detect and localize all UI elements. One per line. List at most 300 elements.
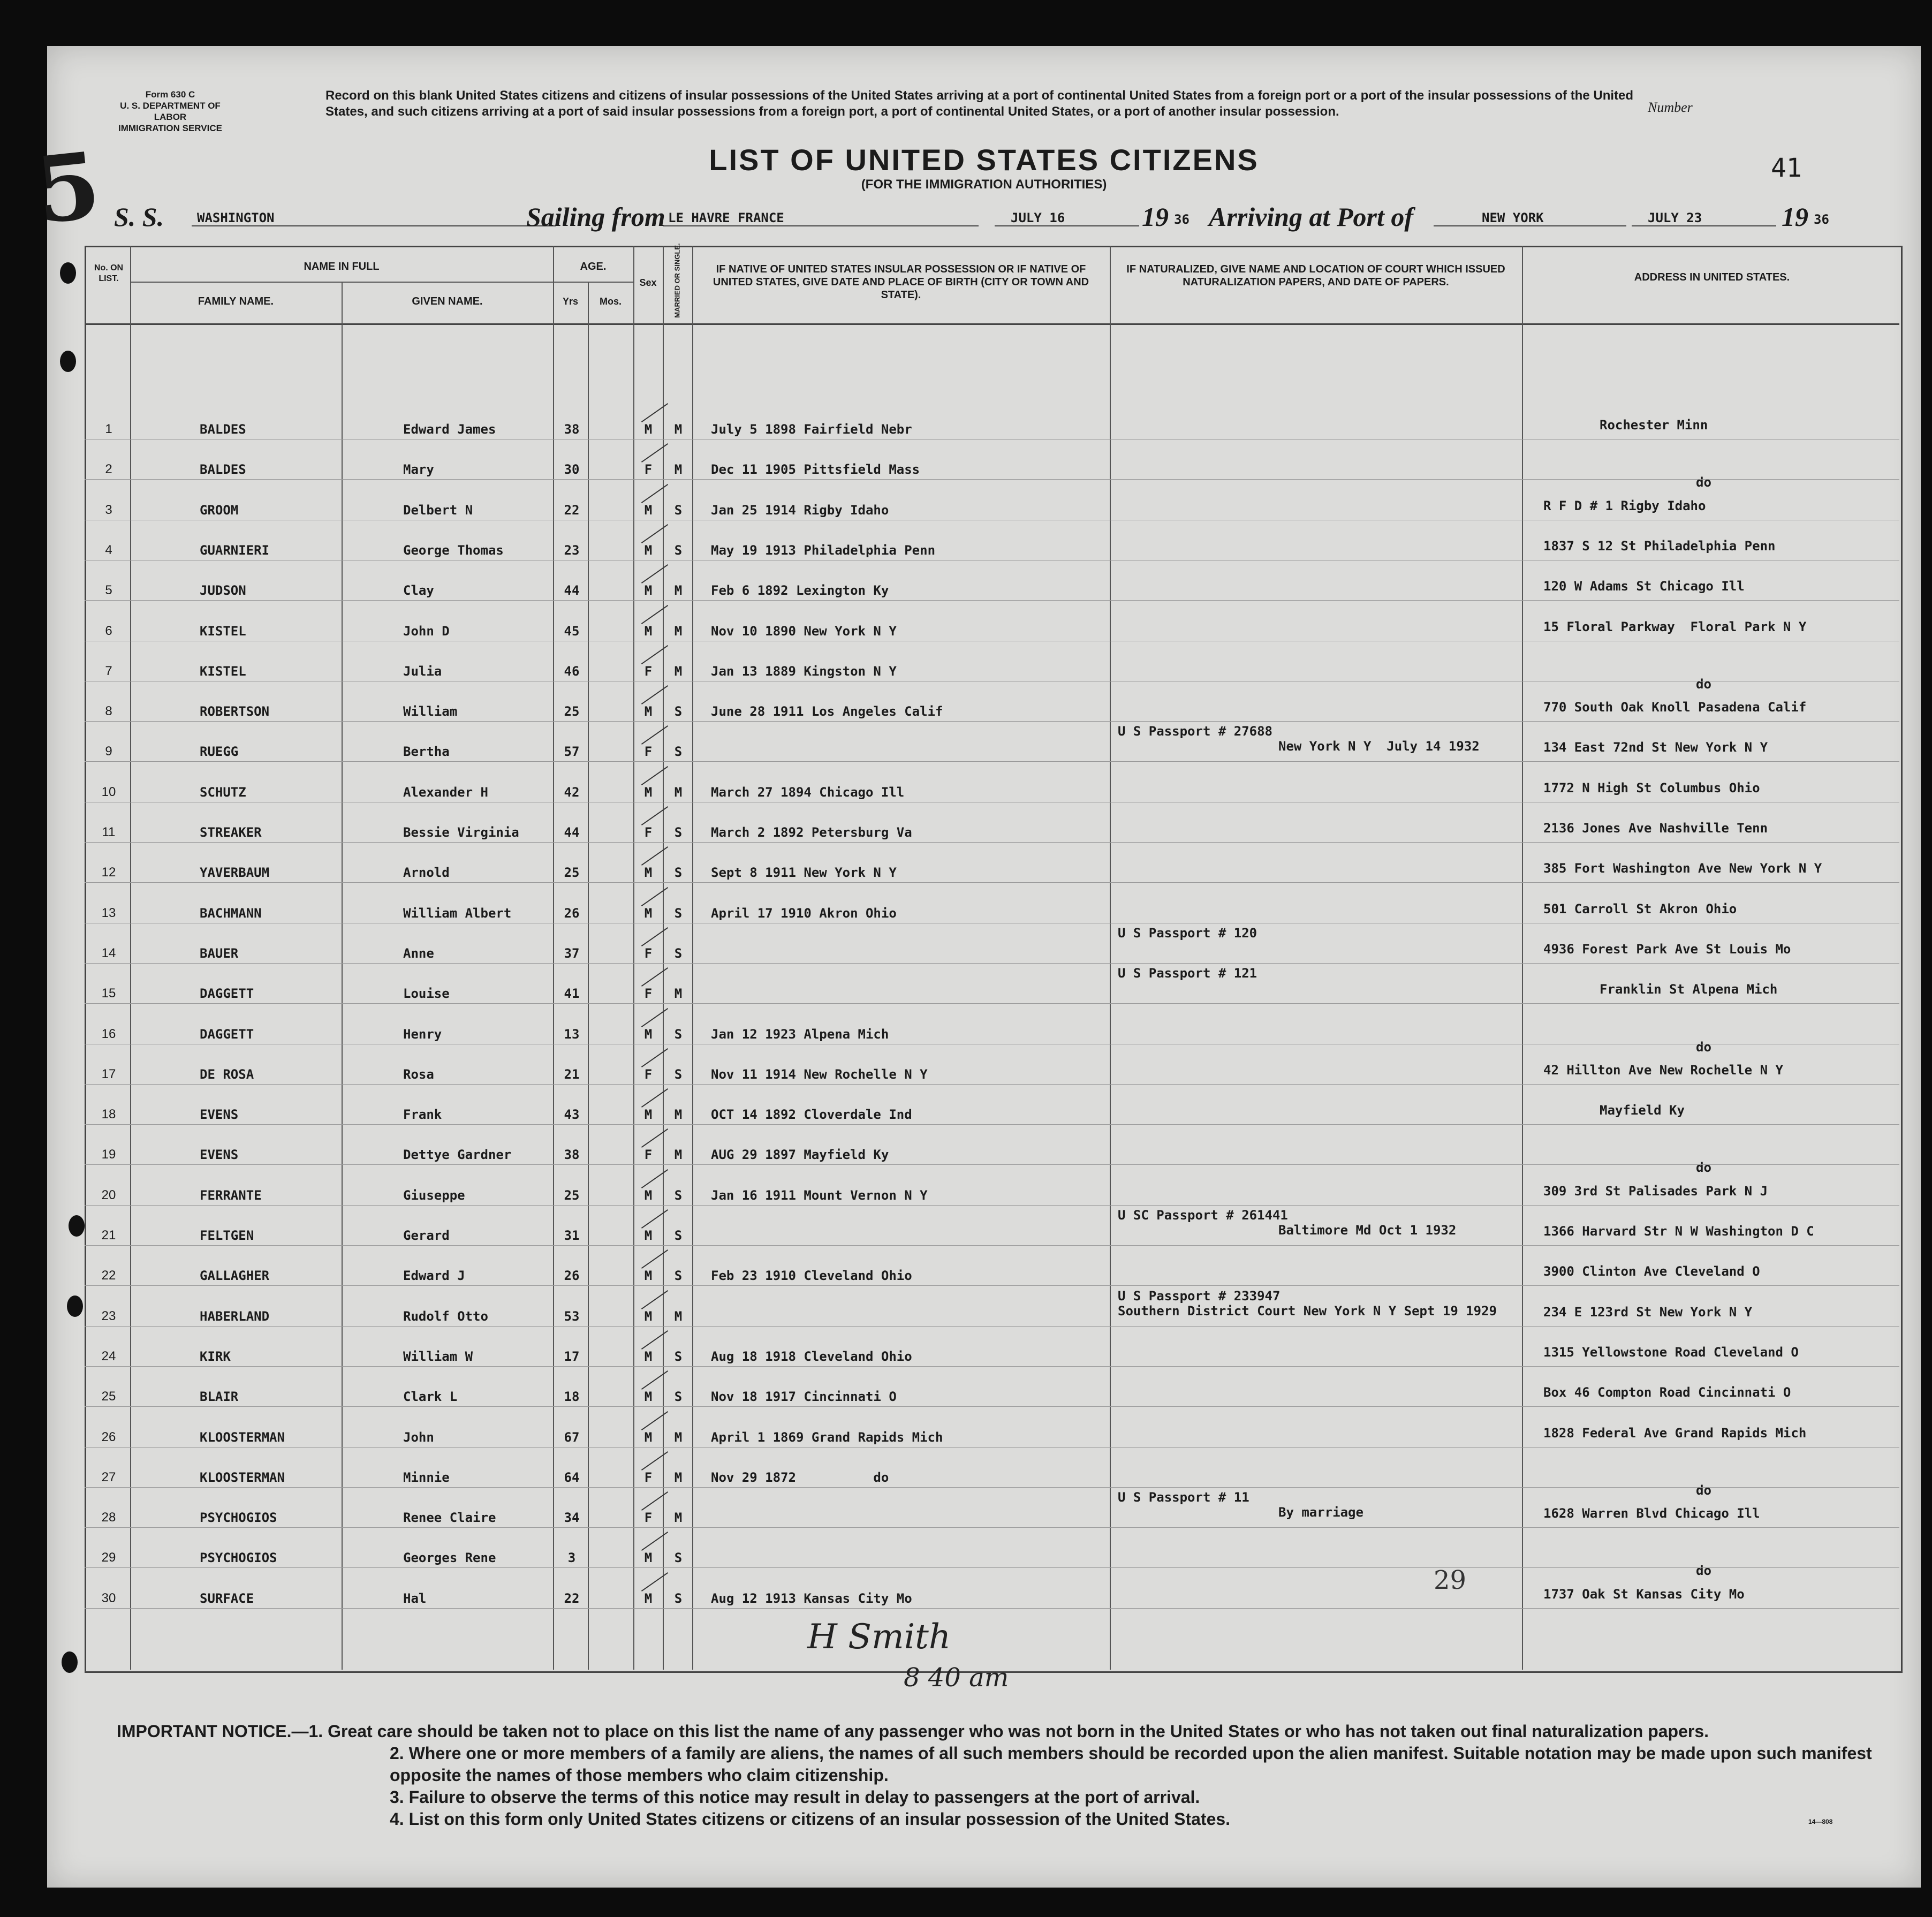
- cell-ms: M: [674, 623, 683, 639]
- cell-ms: M: [674, 1107, 683, 1123]
- cell-no: 14: [101, 945, 116, 960]
- cell-address: 4936 Forest Park Ave St Louis Mo: [1543, 941, 1791, 957]
- cell-ms: M: [674, 1308, 683, 1324]
- row-rule: [85, 1366, 1899, 1367]
- punch-hole: [69, 1215, 85, 1237]
- table-row: [47, 1145, 1921, 1176]
- cell-family: GUARNIERI: [200, 542, 270, 558]
- cell-birth: Nov 10 1890 New York N Y: [711, 623, 897, 639]
- cell-yrs: 13: [564, 1026, 580, 1042]
- cell-ms: M: [674, 462, 683, 478]
- important-notice: [117, 1721, 1883, 1830]
- cell-address: 3900 Clinton Ave Cleveland O: [1543, 1264, 1760, 1279]
- cell-family: SCHUTZ: [200, 784, 246, 800]
- cell-sex: F: [644, 1147, 653, 1163]
- cell-ms: M: [674, 784, 683, 800]
- punch-hole: [60, 351, 76, 372]
- cell-birth: Jan 13 1889 Kingston N Y: [711, 663, 897, 679]
- cell-yrs: 22: [564, 1590, 580, 1606]
- age-subheader-rule: [553, 282, 633, 283]
- cell-address: 234 E 123rd St New York N Y: [1543, 1304, 1753, 1320]
- cell-no: 2: [105, 462, 112, 477]
- cell-family: GALLAGHER: [200, 1268, 270, 1284]
- col-divider-yrs: [588, 282, 589, 1670]
- cell-given: Gerard: [403, 1228, 450, 1243]
- cell-no: 3: [105, 502, 112, 517]
- cell-ms: M: [674, 986, 683, 1002]
- cell-ms: M: [674, 1147, 683, 1163]
- col-header-birth: IF NATIVE OF UNITED STATES INSULAR POSSESSION OR IF NATIVE OF UNITED STATES, GIVE DATE AND PLACE OF BIRTH (CITY OR TOWN AND STATE).: [713, 263, 1089, 301]
- cell-given: William W: [403, 1348, 473, 1364]
- table-row: [47, 925, 1921, 963]
- col-header-family: FAMILY NAME.: [198, 295, 274, 307]
- cell-yrs: 30: [564, 462, 580, 478]
- cell-family: PSYCHOGIOS: [200, 1550, 277, 1566]
- notice-title: IMPORTANT NOTICE.: [117, 1722, 292, 1741]
- table-row: [47, 1425, 1921, 1447]
- cell-birth: Jan 25 1914 Rigby Idaho: [711, 502, 889, 518]
- cell-naturalization-passport: U SC Passport # 261441: [1118, 1208, 1288, 1223]
- ship-name: WASHINGTON: [197, 210, 275, 225]
- cell-ms: S: [674, 1268, 683, 1284]
- arriving-date-field: [1632, 209, 1776, 226]
- cell-given: Henry: [403, 1026, 442, 1042]
- table-row: [47, 901, 1921, 923]
- cell-naturalization-passport: U S Passport # 11: [1118, 1490, 1249, 1505]
- cell-birth: Feb 6 1892 Lexington Ky: [711, 583, 889, 598]
- cell-sex: M: [644, 1228, 653, 1243]
- cell-family: KISTEL: [200, 663, 246, 679]
- cell-given: Delbert N: [403, 502, 473, 518]
- cell-sex: F: [644, 986, 653, 1002]
- cell-no: 1: [105, 422, 112, 436]
- cell-sex: M: [644, 784, 653, 800]
- cell-sex: M: [644, 1550, 653, 1566]
- cell-birth: AUG 29 1897 Mayfield Ky: [711, 1147, 889, 1163]
- cell-given: John D: [403, 623, 450, 639]
- cell-address: do: [1696, 1482, 1711, 1498]
- cell-given: Minnie: [403, 1469, 450, 1485]
- cell-sex: M: [644, 623, 653, 639]
- cell-no: 5: [105, 583, 112, 598]
- cell-naturalization-passport: U S Passport # 121: [1118, 966, 1257, 981]
- cell-no: 23: [101, 1308, 116, 1323]
- cell-sex: M: [644, 1590, 653, 1606]
- cell-yrs: 38: [564, 1147, 580, 1163]
- cell-given: William Albert: [403, 905, 512, 921]
- col-header-marital: MARRIED OR SINGLE.: [673, 243, 681, 318]
- cell-given: Clay: [403, 583, 434, 598]
- cell-given: Hal: [403, 1590, 427, 1606]
- cell-sex: F: [644, 1066, 653, 1082]
- notice-item-2: 2. Where one or more members of a family are aliens, the names of all such members should be recorded upon the alien manifest. Suitable notation may be made upon such manifest opposite the names of those members who claim citizenship.: [390, 1744, 1872, 1785]
- col-header-mos: Mos.: [599, 296, 622, 307]
- cell-yrs: 25: [564, 865, 580, 881]
- cell-no: 7: [105, 663, 112, 678]
- table-row: [47, 1387, 1921, 1406]
- row-rule: [85, 1245, 1899, 1246]
- row-rule: [85, 1003, 1899, 1004]
- arriving-port: NEW YORK: [1482, 210, 1544, 225]
- page-number: 41: [1771, 153, 1802, 183]
- cell-ms: M: [674, 422, 683, 437]
- table-row: [47, 1062, 1921, 1084]
- table-row: [47, 1344, 1921, 1366]
- cell-family: RUEGG: [200, 744, 239, 760]
- form-instructions: Record on this blank United States citizens and citizens of insular possessions of the United States arriving at a port of continental United States from a foreign port or a port of the insular possessions of the United States, and such citizens arriving at a port of said insular possessions from a foreign port, a port of continental United States, or a port of another insular possession.: [325, 88, 1634, 119]
- cell-naturalization-passport: U S Passport # 233947: [1118, 1288, 1281, 1304]
- cell-address: 1737 Oak St Kansas City Mo: [1543, 1586, 1745, 1602]
- form-code: 14—808: [1808, 1818, 1833, 1825]
- arriving-label: Arriving at Port of: [1209, 202, 1413, 232]
- row-rule: [85, 600, 1899, 601]
- cell-address: R F D # 1 Rigby Idaho: [1543, 498, 1706, 513]
- cell-naturalization-passport: U S Passport # 120: [1118, 925, 1257, 941]
- cell-family: BALDES: [200, 422, 246, 437]
- table-row: [47, 498, 1921, 520]
- cell-address: do: [1696, 1563, 1711, 1579]
- cell-family: EVENS: [200, 1147, 239, 1163]
- cell-sex: F: [644, 462, 653, 478]
- cell-ms: S: [674, 825, 683, 840]
- cell-yrs: 3: [567, 1550, 576, 1566]
- ship-field: [192, 209, 556, 226]
- cell-no: 10: [101, 784, 116, 799]
- department-name: U. S. DEPARTMENT OF LABOR: [120, 101, 221, 122]
- cell-birth: Aug 12 1913 Kansas City Mo: [711, 1590, 912, 1606]
- cell-address: do: [1696, 1039, 1711, 1055]
- cell-yrs: 64: [564, 1469, 580, 1485]
- cell-address: 770 South Oak Knoll Pasadena Calif: [1543, 700, 1807, 715]
- cell-sex: M: [644, 865, 653, 881]
- cell-family: FERRANTE: [200, 1187, 262, 1203]
- sailing-label: Sailing from: [526, 202, 665, 232]
- cell-given: Frank: [403, 1107, 442, 1123]
- cell-yrs: 67: [564, 1429, 580, 1445]
- cell-no: 13: [101, 905, 116, 920]
- cell-family: DAGGETT: [200, 986, 254, 1002]
- arriving-year-label: 19: [1782, 202, 1808, 232]
- cell-no: 24: [101, 1348, 116, 1363]
- cell-ms: M: [674, 1429, 683, 1445]
- cell-ms: S: [674, 865, 683, 881]
- cell-sex: M: [644, 905, 653, 921]
- col-header-yrs: Yrs: [562, 296, 579, 307]
- punch-hole: [67, 1295, 83, 1317]
- cell-birth: July 5 1898 Fairfield Nebr: [711, 422, 912, 437]
- cell-address: 120 W Adams St Chicago Ill: [1543, 579, 1745, 594]
- cell-given: Louise: [403, 986, 450, 1002]
- cell-ms: S: [674, 1026, 683, 1042]
- notice-item-1: —1. Great care should be taken not to place on this list the name of any passenger who was not born in the United States or who has not taken out final naturalization papers.: [291, 1722, 1709, 1741]
- cell-given: Julia: [403, 663, 442, 679]
- cell-birth: March 27 1894 Chicago Ill: [711, 784, 905, 800]
- cell-family: SURFACE: [200, 1590, 254, 1606]
- cell-sex: F: [644, 825, 653, 840]
- cell-given: Alexander H: [403, 784, 488, 800]
- table-row: [47, 1105, 1921, 1124]
- cell-given: Edward J: [403, 1268, 465, 1284]
- col-header-age: AGE.: [580, 261, 607, 272]
- cell-sex: F: [644, 744, 653, 760]
- arriving-date: JULY 23: [1648, 210, 1702, 225]
- row-rule: [85, 842, 1899, 843]
- cell-birth: June 28 1911 Los Angeles Calif: [711, 704, 943, 719]
- cell-naturalization-court: Southern District Court New York N Y Sept 19 1929: [1118, 1303, 1497, 1319]
- handwritten-time: 8 40 am: [904, 1663, 1009, 1693]
- service-name: IMMIGRATION SERVICE: [118, 123, 222, 133]
- table-row: [47, 1025, 1921, 1055]
- cell-family: EVENS: [200, 1107, 239, 1123]
- table-row: [47, 581, 1921, 600]
- cell-given: Bertha: [403, 744, 450, 760]
- cell-given: Clark L: [403, 1389, 458, 1405]
- cell-no: 25: [101, 1389, 116, 1404]
- sailing-port: LE HAVRE FRANCE: [668, 210, 784, 225]
- cell-naturalization-court: New York N Y July 14 1932: [1278, 739, 1480, 754]
- cell-family: BACHMANN: [200, 905, 262, 921]
- cell-ms: S: [674, 704, 683, 719]
- cell-yrs: 18: [564, 1389, 580, 1405]
- number-label: Number: [1648, 100, 1693, 115]
- cell-no: 26: [101, 1429, 116, 1444]
- cell-given: William: [403, 704, 458, 719]
- cell-family: STREAKER: [200, 825, 262, 840]
- cell-address: 1837 S 12 St Philadelphia Penn: [1543, 538, 1776, 554]
- cell-sex: M: [644, 502, 653, 518]
- cell-birth: Nov 18 1917 Cincinnati O: [711, 1389, 897, 1405]
- col-header-sex: Sex: [639, 277, 657, 288]
- col-divider-family: [342, 282, 343, 1670]
- cell-address: Box 46 Compton Road Cincinnati O: [1543, 1385, 1791, 1400]
- cell-yrs: 53: [564, 1308, 580, 1324]
- cell-ms: S: [674, 542, 683, 558]
- row-rule: [85, 1406, 1899, 1407]
- sailing-date: JULY 16: [1011, 210, 1065, 225]
- cell-no: 29: [101, 1550, 116, 1565]
- cell-no: 9: [105, 744, 112, 759]
- cell-sex: M: [644, 1026, 653, 1042]
- page-title: LIST OF UNITED STATES CITIZENS: [709, 143, 1259, 177]
- cell-naturalization-court: By marriage: [1278, 1505, 1363, 1520]
- cell-given: Anne: [403, 945, 434, 961]
- cell-no: 8: [105, 704, 112, 719]
- table-row: [47, 619, 1921, 641]
- cell-yrs: 42: [564, 784, 580, 800]
- cell-family: BAUER: [200, 945, 239, 961]
- cell-family: DAGGETT: [200, 1026, 254, 1042]
- cell-ms: S: [674, 1187, 683, 1203]
- cell-family: ROBERTSON: [200, 704, 270, 719]
- col-header-given: GIVEN NAME.: [412, 295, 483, 307]
- cell-ms: S: [674, 502, 683, 518]
- cell-birth: OCT 14 1892 Cloverdale Ind: [711, 1107, 912, 1123]
- row-rule: [85, 1447, 1899, 1448]
- officer-signature: H Smith: [807, 1617, 951, 1657]
- arriving-port-field: [1434, 209, 1626, 226]
- cell-no: 6: [105, 623, 112, 638]
- cell-yrs: 25: [564, 1187, 580, 1203]
- cell-ms: S: [674, 905, 683, 921]
- cell-yrs: 34: [564, 1510, 580, 1526]
- cell-naturalization-court: Baltimore Md Oct 1 1932: [1278, 1223, 1457, 1238]
- cell-birth: Nov 29 1872 do: [711, 1469, 889, 1485]
- cell-yrs: 25: [564, 704, 580, 719]
- cell-given: Edward James: [403, 422, 496, 437]
- cell-naturalization-passport: U S Passport # 27688: [1118, 724, 1272, 739]
- cell-yrs: 43: [564, 1107, 580, 1123]
- punch-hole: [60, 262, 76, 284]
- cell-yrs: 23: [564, 542, 580, 558]
- header-bottom-rule: [85, 323, 1899, 325]
- cell-sex: M: [644, 583, 653, 598]
- cell-yrs: 41: [564, 986, 580, 1002]
- row-rule: [85, 1567, 1899, 1568]
- cell-address: 1828 Federal Ave Grand Rapids Mich: [1543, 1425, 1807, 1441]
- cell-birth: April 1 1869 Grand Rapids Mich: [711, 1429, 943, 1445]
- table-row: [47, 863, 1921, 882]
- cell-sex: F: [644, 1469, 653, 1485]
- cell-address: 1628 Warren Blvd Chicago Ill: [1543, 1506, 1760, 1521]
- row-rule: [85, 882, 1899, 883]
- table-row: [47, 1208, 1921, 1245]
- cell-sex: F: [644, 945, 653, 961]
- page-subtitle: (FOR THE IMMIGRATION AUTHORITIES): [861, 177, 1107, 192]
- cell-birth: Aug 18 1918 Cleveland Ohio: [711, 1348, 912, 1364]
- cell-sex: M: [644, 1429, 653, 1445]
- notice-item-4: 4. List on this form only United States citizens or citizens of an insular possession of the United States.: [390, 1809, 1231, 1829]
- cell-yrs: 17: [564, 1348, 580, 1364]
- row-rule: [85, 761, 1899, 762]
- sailing-from-field: [663, 209, 979, 226]
- cell-given: Mary: [403, 462, 434, 478]
- cell-address: do: [1696, 676, 1711, 692]
- row-rule: [85, 1124, 1899, 1125]
- cell-ms: S: [674, 1066, 683, 1082]
- cell-birth: April 17 1910 Akron Ohio: [711, 905, 897, 921]
- cell-ms: S: [674, 1228, 683, 1243]
- table-row: [47, 1183, 1921, 1205]
- cell-family: GROOM: [200, 502, 239, 518]
- form-id-block: [111, 89, 229, 134]
- cell-no: 4: [105, 542, 112, 557]
- cell-no: 11: [102, 825, 116, 839]
- cell-birth: Jan 12 1923 Alpena Mich: [711, 1026, 889, 1042]
- cell-no: 21: [101, 1228, 116, 1242]
- cell-family: KISTEL: [200, 623, 246, 639]
- cell-address: 385 Fort Washington Ave New York N Y: [1543, 861, 1822, 876]
- table-row: [47, 966, 1921, 1003]
- sailing-year: 36: [1174, 212, 1189, 227]
- cell-given: Giuseppe: [403, 1187, 465, 1203]
- table-row: [47, 702, 1921, 721]
- cell-sex: M: [644, 1348, 653, 1364]
- cell-birth: March 2 1892 Petersburg Va: [711, 825, 912, 840]
- cell-yrs: 44: [564, 583, 580, 598]
- punch-hole: [62, 1651, 78, 1673]
- table-row: [47, 662, 1921, 692]
- row-rule: [85, 1608, 1899, 1609]
- cell-ms: M: [674, 1510, 683, 1526]
- cell-ms: M: [674, 583, 683, 598]
- cell-address: Rochester Minn: [1600, 418, 1708, 433]
- cell-birth: Nov 11 1914 New Rochelle N Y: [711, 1066, 928, 1082]
- cell-sex: M: [644, 1268, 653, 1284]
- cell-family: KIRK: [200, 1348, 231, 1364]
- cell-ms: M: [674, 1469, 683, 1485]
- cell-sex: M: [644, 1389, 653, 1405]
- row-rule: [85, 439, 1899, 440]
- cell-sex: M: [644, 1107, 653, 1123]
- cell-address: 309 3rd St Palisades Park N J: [1543, 1183, 1768, 1199]
- cell-family: YAVERBAUM: [200, 865, 270, 881]
- row-rule: [85, 1205, 1899, 1206]
- cell-address: Mayfield Ky: [1600, 1103, 1685, 1118]
- cell-given: Rosa: [403, 1066, 434, 1082]
- cell-address: 2136 Jones Ave Nashville Tenn: [1543, 821, 1768, 836]
- cell-ms: S: [674, 945, 683, 961]
- table-row: [47, 823, 1921, 842]
- cell-ms: S: [674, 1590, 683, 1606]
- col-header-no: No. ON LIST.: [94, 263, 124, 283]
- cell-birth: Feb 23 1910 Cleveland Ohio: [711, 1268, 912, 1284]
- cell-ms: S: [674, 744, 683, 760]
- cell-sex: F: [644, 663, 653, 679]
- cell-yrs: 38: [564, 422, 580, 437]
- row-rule: [85, 1527, 1899, 1528]
- cell-no: 19: [101, 1147, 116, 1162]
- cell-yrs: 22: [564, 502, 580, 518]
- table-row: [47, 1548, 1921, 1579]
- cell-address: do: [1696, 1160, 1711, 1176]
- table-row: [47, 460, 1921, 490]
- cell-no: 18: [101, 1107, 116, 1122]
- cell-sex: M: [644, 1308, 653, 1324]
- cell-address: Franklin St Alpena Mich: [1600, 982, 1778, 997]
- table-row: [47, 1266, 1921, 1285]
- col-header-address: ADDRESS IN UNITED STATES.: [1634, 271, 1790, 283]
- row-rule: [85, 1084, 1899, 1085]
- row-rule: [85, 721, 1899, 722]
- cell-sex: M: [644, 422, 653, 437]
- row-rule: [85, 1326, 1899, 1327]
- sheet-mark: 5: [31, 131, 111, 245]
- cell-ms: S: [674, 1348, 683, 1364]
- col-header-naturalized: IF NATURALIZED, GIVE NAME AND LOCATION OF COURT WHICH ISSUED NATURALIZATION PAPERS, AND DATE OF PAPERS.: [1126, 263, 1505, 288]
- cell-birth: Dec 11 1905 Pittsfield Mass: [711, 462, 920, 478]
- cell-yrs: 26: [564, 905, 580, 921]
- cell-address: 1772 N High St Columbus Ohio: [1543, 780, 1760, 795]
- cell-family: HABERLAND: [200, 1308, 270, 1324]
- cell-given: Georges Rene: [403, 1550, 496, 1566]
- cell-yrs: 26: [564, 1268, 580, 1284]
- table-row: [47, 1586, 1921, 1608]
- form-number: Form 630 C: [145, 89, 195, 100]
- ss-label: S. S.: [114, 202, 164, 232]
- cell-family: JUDSON: [200, 583, 246, 598]
- cell-yrs: 37: [564, 945, 580, 961]
- cell-yrs: 46: [564, 663, 580, 679]
- cell-family: DE ROSA: [200, 1066, 254, 1082]
- notice-item-3: 3. Failure to observe the terms of this notice may result in delay to passengers at the port of arrival.: [390, 1787, 1200, 1807]
- cell-no: 22: [101, 1268, 116, 1283]
- cell-family: KLOOSTERMAN: [200, 1469, 285, 1485]
- row-rule: [85, 1487, 1899, 1488]
- col-header-name: NAME IN FULL: [304, 261, 380, 272]
- sailing-year-label: 19: [1142, 202, 1169, 232]
- cell-address: 1315 Yellowstone Road Cleveland O: [1543, 1344, 1799, 1360]
- cell-address: 1366 Harvard Str N W Washington D C: [1543, 1224, 1814, 1239]
